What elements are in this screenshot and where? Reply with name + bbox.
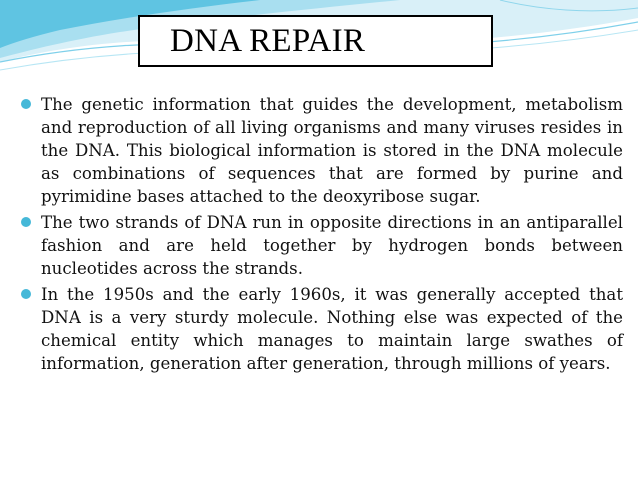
bullet-dot-icon <box>21 289 31 299</box>
bullet-text: The genetic information that guides the development, metabolism and reproduction of all living organisms and many viruses resides in the DNA. This biological information is stored in the DNA molecule as combinations of sequences that are formed by purine and pyrimidine bases attached to the deoxyribose sugar. <box>41 95 623 206</box>
bullet-text: In the 1950s and the early 1960s, it was generally accepted that DNA is a very sturdy molecule. Nothing else was expected of the chemical entity which manages to maintain large swathes of information, generation after generation, through millions of years. <box>41 285 623 373</box>
bullet-item-2 <box>18 211 623 280</box>
bullet-text: The two strands of DNA run in opposite directions in an antiparallel fashion and are held together by hydrogen bonds between nucleotides across the strands. <box>41 213 623 278</box>
slide-title: DNA REPAIR <box>170 23 366 59</box>
bullet-dot-icon <box>21 217 31 227</box>
bullet-list <box>18 93 623 378</box>
title-box <box>138 15 493 67</box>
bullet-item-3 <box>18 283 623 375</box>
bullet-item-1 <box>18 93 623 208</box>
bullet-dot-icon <box>21 99 31 109</box>
